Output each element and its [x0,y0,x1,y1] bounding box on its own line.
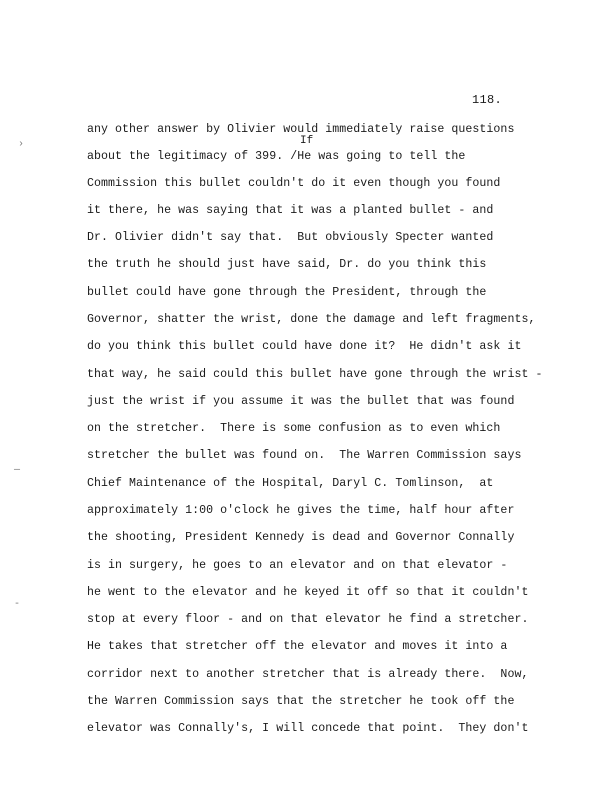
text-line: the Warren Commission says that the stretcher he took off the [87,695,515,708]
text-line: stretcher the bullet was found on. The Warren Commission says [87,449,522,462]
text-line: on the stretcher. There is some confusion as to even which [87,422,501,435]
text-line: bullet could have gone through the President, through the [87,286,487,299]
text-line: just the wrist if you assume it was the bullet that was found [87,395,515,408]
text-line: stop at every floor - and on that elevator he find a stretcher. [87,613,529,626]
margin-mark: — [14,465,21,476]
text-line: approximately 1:00 o'clock he gives the time, half hour after [87,504,515,517]
margin-mark: › [18,139,25,150]
text-line: Governor, shatter the wrist, done the damage and left fragments, [87,313,536,326]
text-line: about the legitimacy of 399. /He was going to tell the [87,150,466,163]
handwritten-insert: If [300,135,314,147]
text-line: Chief Maintenance of the Hospital, Daryl C. Tomlinson, at [87,477,494,490]
text-line: corridor next to another stretcher that is already there. Now, [87,668,529,681]
text-line: the shooting, President Kennedy is dead and Governor Connally [87,531,515,544]
text-line: it there, he was saying that it was a planted bullet - and [87,204,494,217]
margin-mark: - [14,599,21,610]
page-number: 118. [472,93,503,107]
text-line: He takes that stretcher off the elevator and moves it into a [87,640,508,653]
text-line: any other answer by Olivier would immediately raise questions [87,123,515,136]
text-line: do you think this bullet could have done it? He didn't ask it [87,340,522,353]
text-line: the truth he should just have said, Dr. do you think this [87,258,487,271]
text-line: he went to the elevator and he keyed it off so that it couldn't [87,586,529,599]
text-line: that way, he said could this bullet have gone through the wrist - [87,368,543,381]
text-line: elevator was Connally's, I will concede that point. They don't [87,722,529,735]
text-line: is in surgery, he goes to an elevator and on that elevator - [87,559,508,572]
text-line: Commission this bullet couldn't do it even though you found [87,177,501,190]
text-line: Dr. Olivier didn't say that. But obviously Specter wanted [87,231,494,244]
